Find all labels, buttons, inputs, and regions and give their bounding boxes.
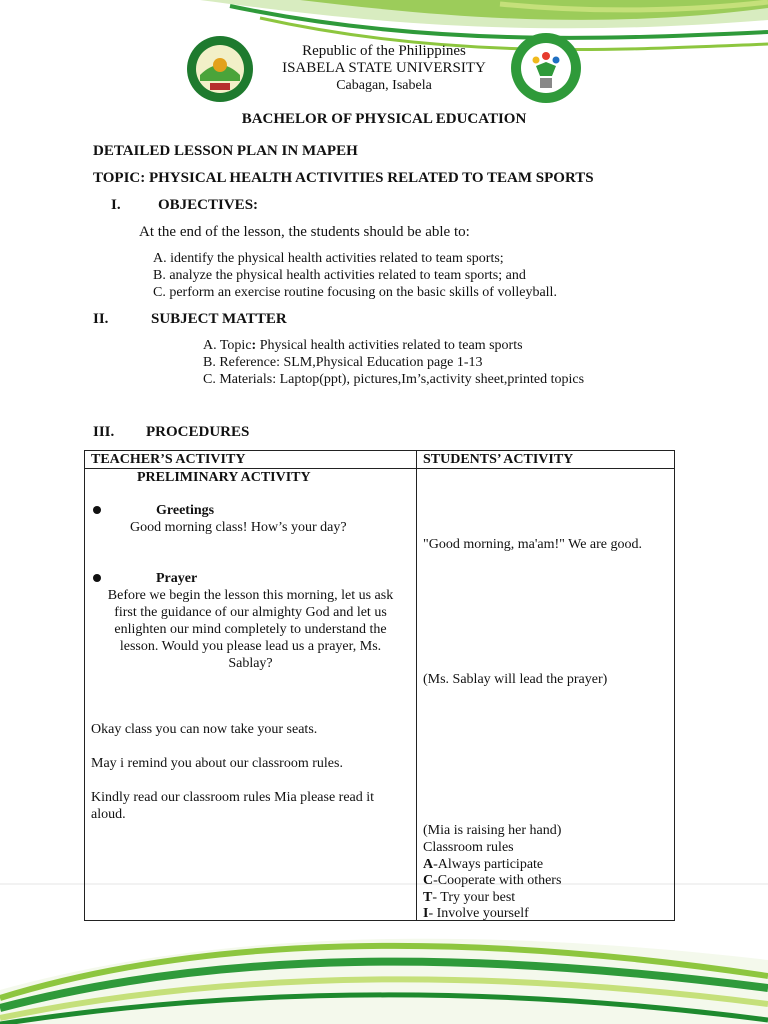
rule-item: T- Try your best	[423, 890, 516, 905]
objectives-intro: At the end of the lesson, the students should be able to:	[139, 224, 470, 240]
objective-c: C. perform an exercise routine focusing on the basic skills of volleyball.	[153, 285, 557, 300]
republic-line: Republic of the Philippines	[302, 43, 466, 59]
remind-rules-text: May i remind you about our classroom rules.	[91, 756, 343, 771]
take-seats-text: Okay class you can now take your seats.	[91, 722, 318, 737]
prayer-reply: (Ms. Sablay will lead the prayer)	[423, 672, 608, 687]
read-rules-text-cont: aloud.	[91, 807, 126, 822]
preliminary-activity-label: PRELIMINARY ACTIVITY	[137, 470, 311, 485]
rule-item: C-Cooperate with others	[423, 873, 562, 888]
teacher-activity-cell	[85, 469, 417, 921]
plan-title: DETAILED LESSON PLAN IN MAPEH	[93, 143, 358, 159]
campus-line: Cabagan, Isabela	[336, 78, 432, 93]
subject-matter-heading: SUBJECT MATTER	[151, 311, 287, 327]
mia-raise-text: (Mia is raising her hand)	[423, 823, 562, 838]
bullet-icon	[93, 574, 101, 582]
greetings-text: Good morning class! How’s your day?	[130, 520, 347, 535]
subject-materials: C. Materials: Laptop(ppt), pictures,Im’s,activity sheet,printed topics	[203, 372, 585, 387]
rule-item: I- Involve yourself	[423, 906, 529, 921]
prayer-label: Prayer	[156, 571, 198, 586]
prayer-text-line: first the guidance of our almighty God and let us	[114, 605, 387, 620]
prayer-text-line: enlighten our mind completely to understand the	[114, 622, 387, 637]
objectives-number: I.	[111, 197, 121, 213]
prayer-text-line: lesson. Would you please lead us a prayer, Ms.	[119, 639, 382, 654]
university-name: ISABELA STATE UNIVERSITY	[282, 60, 486, 76]
read-rules-text: Kindly read our classroom rules Mia please read it	[91, 790, 375, 805]
topic-title: TOPIC: PHYSICAL HEALTH ACTIVITIES RELATED TO TEAM SPORTS	[93, 170, 594, 186]
table-row	[85, 469, 675, 921]
students-activity-cell	[417, 469, 675, 921]
prayer-text-line: Before we begin the lesson this morning, let us ask	[107, 588, 394, 603]
greetings-label: Greetings	[156, 503, 215, 518]
students-activity-header: STUDENTS’ ACTIVITY	[417, 451, 675, 469]
rules-title: Classroom rules	[423, 840, 514, 855]
teacher-activity-header: TEACHER’S ACTIVITY	[85, 451, 417, 469]
greetings-reply: "Good morning, ma'am!" We are good.	[423, 537, 643, 552]
bullet-icon	[93, 506, 101, 514]
procedures-table	[84, 450, 675, 921]
program-title: BACHELOR OF PHYSICAL EDUCATION	[241, 111, 527, 127]
objective-a: A. identify the physical health activities related to team sports;	[153, 251, 504, 266]
procedures-heading: PROCEDURES	[146, 424, 250, 440]
table-header-row	[85, 451, 675, 469]
subject-reference: B. Reference: SLM,Physical Education page 1-13	[203, 355, 483, 370]
subject-topic: A. Topic: Physical health activities related to team sports	[203, 338, 523, 353]
objective-b: B. analyze the physical health activities related to team sports; and	[153, 268, 526, 283]
rule-item: A-Always participate	[423, 857, 544, 872]
objectives-heading: OBJECTIVES:	[158, 197, 259, 213]
prayer-text-line: Sablay?	[228, 656, 273, 671]
procedures-number: III.	[93, 424, 115, 440]
subject-matter-number: II.	[93, 311, 109, 327]
